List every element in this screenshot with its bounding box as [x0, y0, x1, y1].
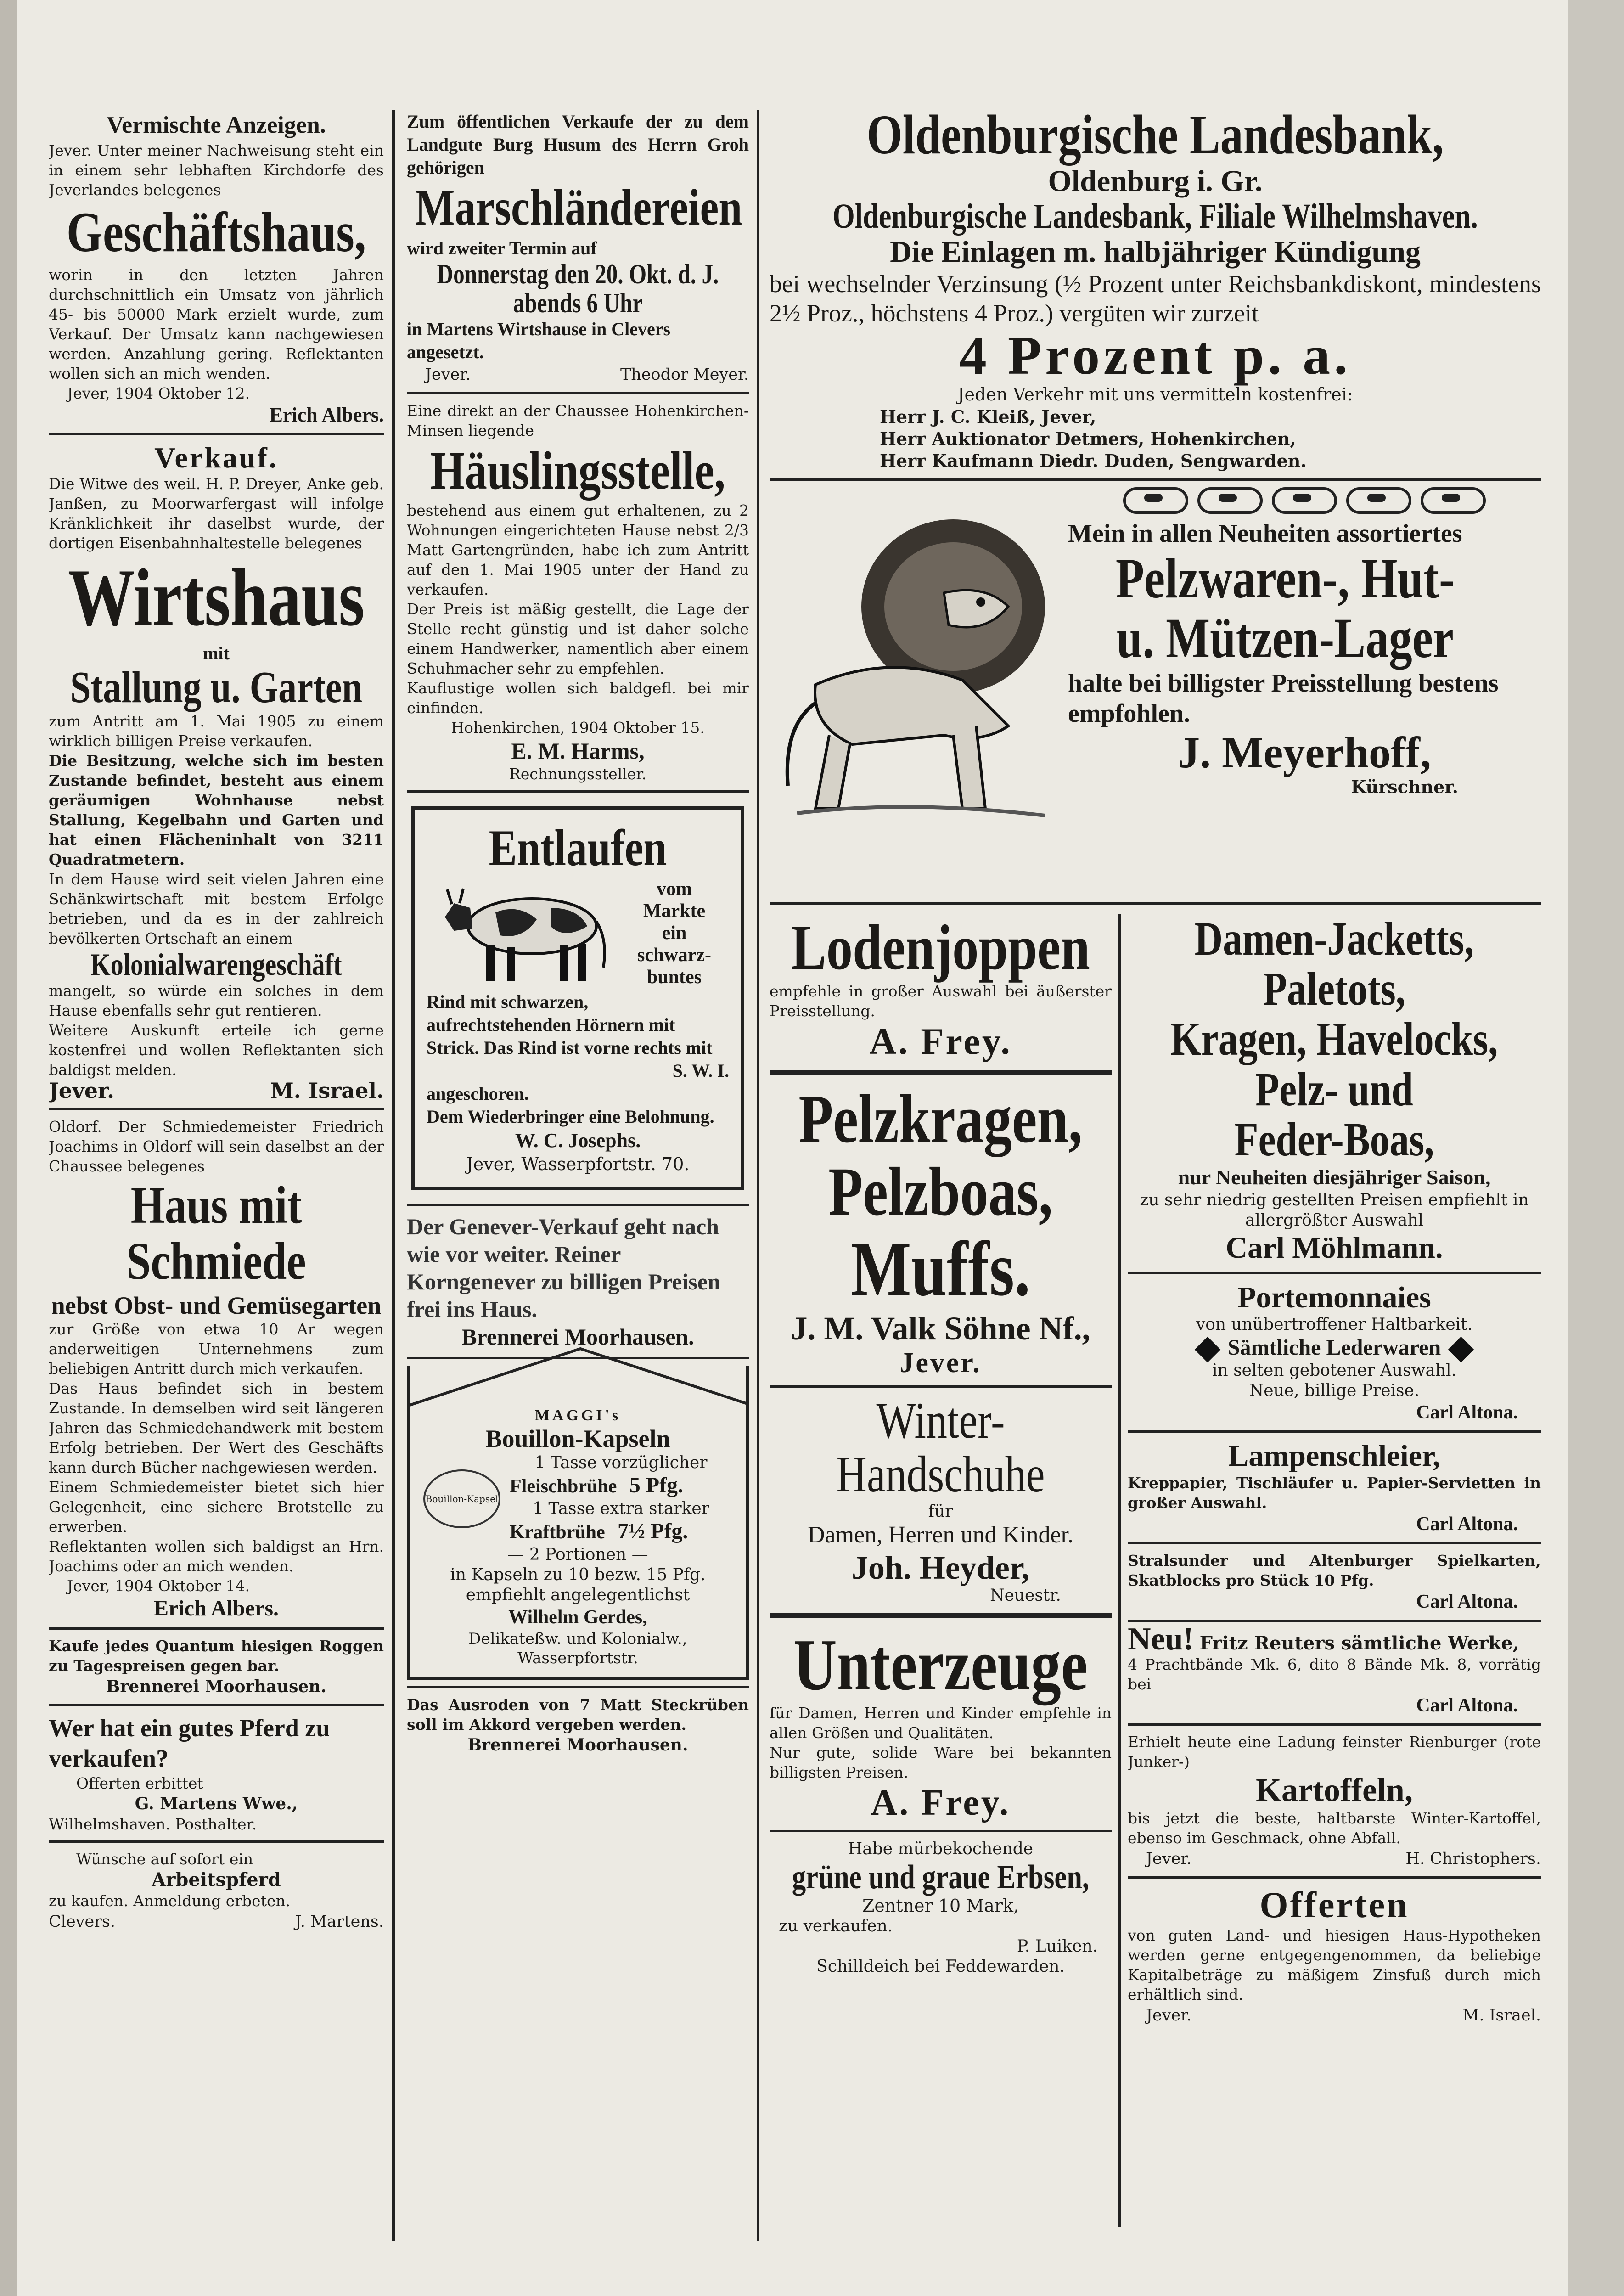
fur-intro: Mein in allen Neuheiten assortiertes	[1068, 519, 1462, 548]
divider	[407, 392, 749, 394]
ad-signature: H. Christophers.	[1405, 1849, 1541, 1868]
column-3-left	[770, 914, 1112, 2241]
ad-body: zur Größe von etwa 10 Ar wegen anderweitigen Unternehmens zum beliebigen Antritt durch mich verkaufen.	[49, 1320, 384, 1378]
ad-date: Hohenkirchen, 1904 Oktober 15.	[451, 719, 705, 737]
ad-headline: Pelzkragen,	[798, 1081, 1083, 1157]
divider	[770, 1385, 1112, 1388]
ad-headline: Pelzboas,	[828, 1153, 1053, 1230]
bank-agent: Herr Kaufmann Diedr. Duden, Sengwarden.	[880, 450, 1307, 471]
divider	[407, 1204, 749, 1206]
ad-intro: Eine direkt an der Chaussee Hohenkirchen-Minsen liegende	[407, 401, 749, 439]
page-binding-edge	[0, 0, 17, 2296]
divider	[1128, 1876, 1541, 1879]
ad-body: Dem Wiederbringer eine Belohnung.	[427, 1106, 714, 1127]
ad-signature: Erich Albers.	[154, 1596, 279, 1621]
ad-body: Neue, billige Preise.	[1249, 1381, 1420, 1400]
divider	[770, 1830, 1112, 1832]
ad-signature: Carl Möhlmann.	[1225, 1231, 1443, 1265]
ad-place: Jever.	[1146, 1849, 1192, 1868]
divider	[407, 790, 749, 793]
diamond-icon	[1448, 1337, 1474, 1363]
ad-body: Weitere Auskunft erteile ich gerne kostenfrei und wollen Reflektanten sich baldigst melden.	[49, 1021, 384, 1079]
fur-headline: Pelzwaren-, Hut-	[1115, 546, 1455, 610]
ad-signature: G. Martens Wwe.,	[135, 1794, 298, 1813]
side-text-2: Markte	[643, 900, 706, 922]
ad-body: von guten Land- und hiesigen Haus-Hypotheken werden gerne entgegengenommen, da beliebige Kapitalbeträge zu mäßigem Zinsfuß durch mich erhältlich sind.	[1128, 1926, 1541, 2003]
ad-headline: Wer hat ein gutes Pferd zu verkaufen?	[49, 1714, 330, 1772]
column-2	[407, 110, 749, 2241]
fur-role: Kürschner.	[1351, 777, 1458, 798]
maggi-ad	[407, 1366, 749, 1680]
product-name: Kraftbrühe	[510, 1522, 605, 1543]
price: 5 Pfg.	[629, 1473, 684, 1498]
divider	[1128, 1272, 1541, 1274]
ad-headline: Kartoffeln,	[1256, 1771, 1413, 1808]
ad-body: Stralsunder und Altenburger Spielkarten, Skatblocks pro Stück 10 Pfg.	[1128, 1551, 1541, 1589]
bank-city: Oldenburg i. Gr.	[1048, 164, 1263, 198]
fur-body: halte bei billigster Preisstellung bestens empfohlen.	[1068, 669, 1499, 728]
ad-headline: grüne und graue Erbsen,	[792, 1858, 1090, 1896]
ad-headline: Bouillon-Kapseln	[485, 1425, 670, 1453]
column-1	[49, 110, 384, 2241]
ad-body: Erhielt heute eine Ladung feinster Rienburger (rote Junker-)	[1128, 1733, 1541, 1771]
ad-body: Die Besitzung, welche sich im besten Zustande befindet, besteht aus einem geräumigen Wohnhause nebst Stallung, Kegelbahn und Garten und hat einen Flächeninhalt von 3211 Quadratmetern.	[49, 751, 384, 868]
divider	[1128, 1542, 1541, 1544]
ad-signature: Joh. Heyder,	[851, 1549, 1030, 1586]
ad-place: Jever.	[425, 365, 471, 384]
ad-body: Damen, Herren und Kinder.	[807, 1521, 1074, 1548]
fur-signature: J. Meyerhoff,	[1178, 728, 1431, 777]
divider	[1128, 1430, 1541, 1433]
ad-signature: Carl Altona.	[1416, 1694, 1518, 1716]
ad-signature: A. Frey.	[871, 1782, 1011, 1823]
divider	[407, 1686, 749, 1688]
ad-body: zum Antritt am 1. Mai 1905 zu einem wirklich billigen Preise verkaufen.	[49, 712, 384, 750]
ad-body: mangelt, so würde ein solches in dem Hause ebenfalls sehr gut rentieren.	[49, 982, 384, 1020]
column-rule-2	[757, 110, 759, 2241]
ad-signature: Erich Albers.	[269, 404, 384, 427]
ad-signature: P. Luiken.	[1017, 1937, 1098, 1956]
bank-branch: Oldenburgische Landesbank, Filiale Wilhelmshaven.	[832, 197, 1478, 236]
bank-title: Oldenburgische Landesbank,	[866, 106, 1444, 166]
ad-signature: Wilhelm Gerdes,	[508, 1607, 647, 1628]
ad-intro: Oldorf. Der Schmiedemeister Friedrich Joachims in Oldorf will sein daselbst an der Chaussee belegenes	[49, 1118, 384, 1176]
ad-headline: Paletots,	[1263, 962, 1406, 1016]
ad-body: nur Neuheiten diesjähriger Saison,	[1178, 1165, 1491, 1189]
ad-headline: Häuslingsstelle,	[430, 440, 725, 501]
ad-intro: Jever. Unter meiner Nachweisung steht ein in einem sehr lebhaften Kirchdorfe des Jeverlandes belegenes	[49, 141, 384, 199]
ad-body: Der Genever-Verkauf geht nach wie vor weiter. Reiner Korngenever zu billigen Preisen frei ins Haus.	[407, 1214, 720, 1322]
ad-headline: Portemonnaies	[1237, 1280, 1431, 1314]
ad-body: Das Ausroden von 7 Matt Steckrüben soll im Akkord vergeben werden.	[407, 1696, 749, 1734]
ornament-row	[1068, 487, 1541, 514]
ad-signature: J. M. Valk Söhne Nf.,	[791, 1310, 1090, 1347]
lost-cow-ad	[411, 806, 744, 1190]
ad-headline: Muffs.	[850, 1226, 1031, 1312]
ad-headline: Kragen, Havelocks,	[1170, 1013, 1498, 1066]
ad-headline: Pelz- und	[1255, 1063, 1413, 1116]
new-badge: Neu!	[1128, 1621, 1194, 1657]
divider	[49, 1108, 384, 1110]
ad-subheadline: Kolonialwarengeschäft	[90, 946, 342, 982]
ad-body: 1 Tasse vorzüglicher	[534, 1453, 708, 1473]
ad-subheadline: Stallung u. Garten	[70, 663, 363, 713]
divider	[49, 1704, 384, 1706]
ad-body: In dem Hause wird seit vielen Jahren eine Schänkwirtschaft mit bestem Erfolge betrieben, und da es in der zahlreich bevölkerten Ortschaft an einem	[49, 870, 384, 947]
ad-signature-row	[1128, 1848, 1541, 1870]
ad-place: Jever, Wasserpfortstr. 70.	[466, 1154, 690, 1175]
ad-signature: Brennerei Moorhausen.	[106, 1677, 327, 1696]
bank-agent: Herr Auktionator Detmers, Hohenkirchen,	[880, 428, 1296, 449]
divider	[770, 902, 1541, 905]
ad-signature-row	[1128, 2004, 1541, 2026]
ad-body: bis jetzt die beste, haltbarste Winter-Kartoffel, ebenso im Geschmack, ohne Abfall.	[1128, 1809, 1541, 1847]
divider	[770, 478, 1541, 481]
column-3-top	[770, 106, 1541, 914]
capsule-image: Bouillon-Kapsel	[423, 1469, 500, 1528]
ad-body: Kauflustige wollen sich baldgefl. bei mir einfinden.	[407, 679, 749, 717]
ornament-icon	[1197, 487, 1263, 514]
ad-body: Das Haus befindet sich in bestem Zustande. In demselben wird seit längeren Jahren das Schmiedehandwerk mit bestem Erfolg betrieben. Der Wert des Geschäfts kann durch Bücher nachgewiesen werden.	[49, 1379, 384, 1476]
ornament-icon	[1421, 487, 1486, 514]
divider	[49, 433, 384, 435]
ad-headline: Lampenschleier,	[1228, 1439, 1440, 1473]
side-text-3: ein	[662, 923, 687, 944]
ornament-icon	[1123, 487, 1188, 514]
ad-place: Jever.	[899, 1347, 982, 1379]
ad-signature: J. Martens.	[295, 1912, 384, 1931]
ad-date-line: Donnerstag den 20. Okt. d. J.	[437, 259, 719, 289]
ad-subheadline: Fritz Reuters sämtliche Werke,	[1199, 1632, 1519, 1654]
brand-label: MAGGI's	[534, 1407, 621, 1424]
ad-headline: Marschländereien	[415, 179, 742, 236]
ad-signature-row	[49, 1080, 384, 1102]
ad-body: Reflektanten wollen sich baldigst an Hrn. Joachims oder an mich wenden.	[49, 1537, 384, 1575]
ad-signature: A. Frey.	[869, 1020, 1012, 1062]
ad-body: angeschoren.	[427, 1083, 529, 1104]
bank-agent: Herr J. C. Kleiß, Jever,	[880, 406, 1096, 427]
ad-body: Rind mit schwarzen, aufrechtstehenden Hörnern mit Strick. Das Rind ist vorne rechts mit	[427, 991, 713, 1058]
ad-signature: Theodor Meyer.	[620, 365, 749, 384]
ad-body: — 2 Portionen —	[507, 1545, 648, 1564]
ad-headline: Winter-Handschuhe	[836, 1392, 1045, 1503]
ad-place: Jever.	[1146, 2006, 1192, 2025]
ad-body: empfehle in großer Auswahl bei äußerster Preisstellung.	[770, 982, 1112, 1020]
side-text-4: schwarz-	[637, 945, 711, 966]
ad-headline: Damen-Jacketts,	[1194, 914, 1474, 965]
divider	[770, 1070, 1112, 1075]
ad-connector: mit	[203, 643, 230, 664]
ad-signature: Carl Altona.	[1416, 1401, 1518, 1423]
ad-body: Habe mürbekochende	[848, 1839, 1034, 1858]
ad-time-line: abends 6 Uhr	[513, 287, 643, 318]
ad-subheadline: Sämtliche Lederwaren	[1227, 1335, 1441, 1360]
ad-place: Clevers.	[49, 1912, 115, 1931]
ad-body: von unübertroffener Haltbarkeit.	[1196, 1315, 1473, 1334]
ad-body: Kreppapier, Tischläufer u. Papier-Servietten in großer Auswahl.	[1128, 1474, 1541, 1512]
bank-body: bei wechselnder Verzinsung (½ Prozent unter Reichsbankdiskont, mindestens 2½ Proz., höchstens 4 Proz.) vergüten wir zurzeit	[770, 270, 1541, 327]
ad-signature-row	[49, 1911, 384, 1933]
ad-place: Schilldeich bei Feddewarden.	[816, 1957, 1065, 1976]
ad-headline: Offerten	[1259, 1885, 1409, 1925]
ad-intro: Zum öffentlichen Verkaufe der zu dem Landgute Burg Husum des Herrn Groh gehörigen	[407, 111, 749, 178]
ad-headline: Feder-Boas,	[1234, 1113, 1434, 1166]
ad-place: Wilhelmshaven. Posthalter.	[49, 1815, 257, 1833]
ad-headline: Unterzeuge	[793, 1623, 1088, 1705]
ad-body: für	[928, 1502, 953, 1521]
ad-signature: M. Israel.	[1462, 2006, 1541, 2025]
divider	[770, 1613, 1112, 1618]
ad-signature-row	[407, 364, 749, 386]
ad-mark: S. W. I.	[672, 1060, 729, 1081]
price: 7½ Pfg.	[618, 1519, 688, 1544]
ad-body: für Damen, Herren und Kinder empfehle in allen Größen und Qualitäten.	[770, 1704, 1112, 1742]
ad-intro: Die Witwe des weil. H. P. Dreyer, Anke geb. Janßen, zu Moorwarfergast will infolge Kränklichkeit ihr daselbst wurde, der dortigen Eisenbahnhaltestelle belegenes	[49, 475, 384, 552]
ornament-icon	[1272, 487, 1337, 514]
ad-headline: Haus mit Schmiede	[126, 1176, 306, 1291]
ad-title: Verkauf.	[154, 441, 278, 474]
ad-headline: Arbeitspferd	[152, 1868, 281, 1891]
ad-signature: M. Israel.	[270, 1078, 384, 1103]
ad-signature: Brennerei Moorhausen.	[461, 1324, 694, 1350]
ad-body: zu verkaufen.	[779, 1917, 893, 1936]
ad-signature: Carl Altona.	[1416, 1513, 1518, 1535]
product-name: Fleischbrühe	[510, 1476, 617, 1497]
ad-body: Offerten erbittet	[76, 1774, 203, 1792]
ad-body: bestehend aus einem gut erhaltenen, zu 2 Wohnungen eingerichteten Hause nebst 2/3 Matt Gartengründen, habe ich zum Antritt auf den 1. Mai 1905 unter der Hand zu verkaufen.	[407, 501, 749, 599]
cow-illustration	[427, 876, 619, 990]
ad-body: Wünsche auf sofort ein	[76, 1850, 253, 1868]
ad-headline: Entlaufen	[489, 820, 667, 877]
fur-ad	[770, 487, 1541, 797]
ad-role: Delikateßw. und Kolonialw., Wasserpfortstr.	[468, 1630, 687, 1668]
ad-body: in Kapseln zu 10 bezw. 15 Pfg. empfiehlt angelegentlichst	[450, 1565, 706, 1605]
ad-body: Kaufe jedes Quantum hiesigen Roggen zu Tagespreisen gegen bar.	[49, 1637, 384, 1675]
ad-signature: E. M. Harms,	[511, 738, 645, 764]
ad-headline: Lodenjoppen	[791, 914, 1090, 983]
ad-headline: Wirtshaus	[67, 552, 365, 643]
ad-body: Zentner 10 Mark,	[862, 1896, 1019, 1916]
ad-date: Jever, 1904 Oktober 12.	[67, 384, 250, 403]
ad-signature: W. C. Josephs.	[515, 1129, 641, 1152]
divider	[49, 1627, 384, 1630]
ad-body: in selten gebotener Auswahl.	[1212, 1361, 1456, 1380]
ad-date: Jever, 1904 Oktober 14.	[67, 1576, 250, 1595]
ad-place: Neuestr.	[990, 1586, 1061, 1605]
bank-body: Jeden Verkehr mit uns vermitteln kostenfrei:	[957, 384, 1353, 405]
divider	[1128, 1723, 1541, 1726]
maggi-roof-frame	[407, 1347, 749, 1407]
side-text-1: vom	[657, 878, 692, 900]
side-text-5: buntes	[646, 967, 702, 988]
ad-body: Nur gute, solide Ware bei bekannten billigsten Preisen.	[770, 1743, 1112, 1781]
ad-body: Einem Schmiedemeister bietet sich hier Gelegenheit, eine sichere Brotstelle zu erwerben.	[49, 1478, 384, 1536]
ad-body: 4 Prachtbände Mk. 6, dito 8 Bände Mk. 8, vorrätig bei	[1128, 1655, 1541, 1693]
ad-body: in Martens Wirtshause in Clevers angesetzt.	[407, 318, 671, 362]
ad-body: Der Preis ist mäßig gestellt, die Lage der Stelle recht günstig und ist daher solche einem Handwerker, namentlich aber einem Schuhmacher sehr zu empfehlen.	[407, 600, 749, 678]
ad-place: Jever.	[49, 1078, 115, 1103]
newspaper-page	[17, 0, 1568, 2296]
bank-rate: 4 Prozent p. a.	[959, 324, 1352, 386]
column-3-right	[1128, 914, 1541, 2241]
section-header: Vermischte Anzeigen.	[107, 112, 326, 138]
diamond-icon	[1195, 1337, 1221, 1363]
ad-role: Rechnungssteller.	[509, 765, 646, 783]
ad-subheadline: nebst Obst- und Gemüsegarten	[51, 1291, 382, 1319]
ad-body: 1 Tasse extra starker	[533, 1499, 709, 1519]
divider	[49, 1840, 384, 1843]
fur-headline: u. Mützen-Lager	[1116, 607, 1454, 670]
ornament-icon	[1346, 487, 1411, 514]
bank-headline: Die Einlagen m. halbjähriger Kündigung	[890, 235, 1421, 269]
column-rule-1	[392, 110, 395, 2241]
column-rule-3	[1118, 914, 1121, 2227]
ad-body: zu kaufen. Anmeldung erbeten.	[49, 1891, 291, 1910]
ad-signature: Carl Altona.	[1416, 1591, 1518, 1612]
ad-signature: Brennerei Moorhausen.	[467, 1735, 688, 1755]
ad-headline: Geschäftshaus,	[66, 201, 366, 264]
ad-body: worin in den letzten Jahren durchschnittlich ein Umsatz von jährlich 45- bis 50000 Mark erzielt wurde, zum Verkauf. Der Umsatz kann nachgewiesen werden. Anzahlung gering. Reflektanten wollen sich an mich wenden.	[49, 266, 384, 383]
ad-body: wird zweiter Termin auf	[407, 237, 597, 259]
page-right-edge	[1568, 0, 1624, 2296]
ad-body: zu sehr niedrig gestellten Preisen empfiehlt in allergrößter Auswahl	[1140, 1190, 1529, 1230]
